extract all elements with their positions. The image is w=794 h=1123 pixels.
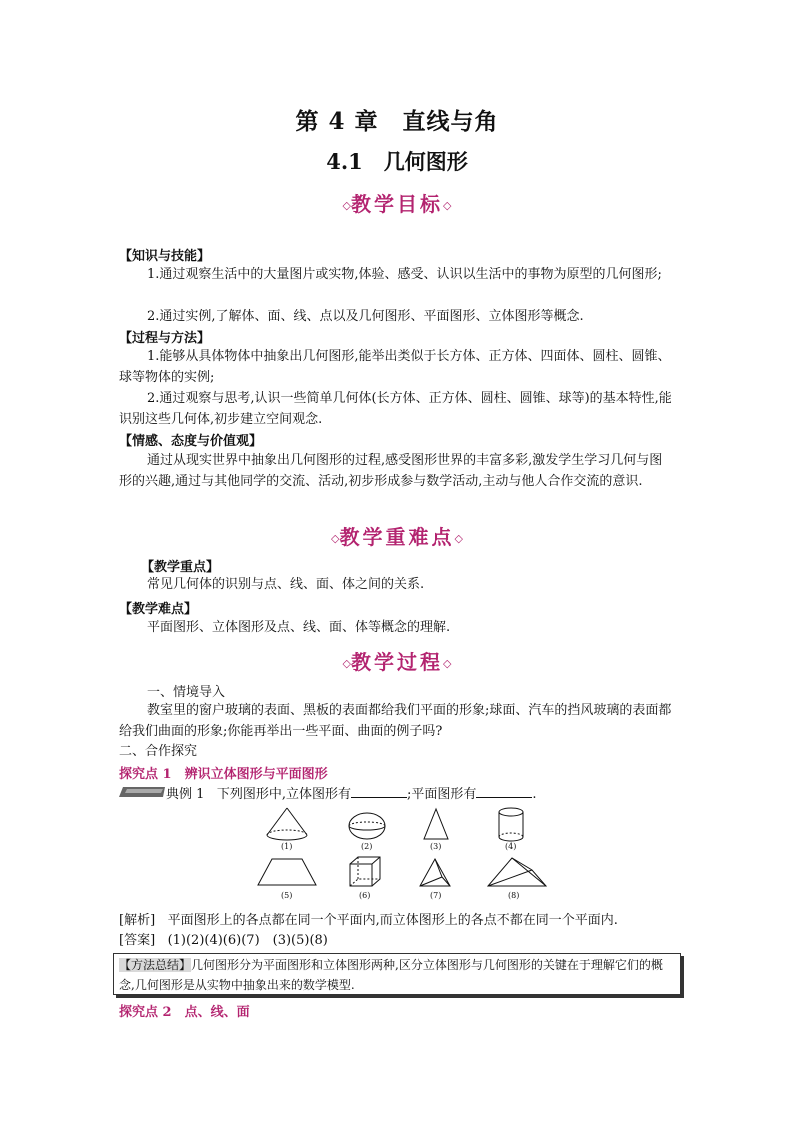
summary-text: 几何图形分为平面图形和立体图形两种,区分立体图形与几何图形的关键在于理解它们的概念,几何图形是从实物中抽象出来的数学模型. — [119, 958, 663, 992]
banner-key-points — [0, 521, 794, 550]
knowledge-item-1: 1.通过观察生活中的大量图片或实物,体验、感受、认识以生活中的事物为原型的几何图形; — [147, 267, 662, 282]
banner-label: 教学目标 — [351, 192, 443, 216]
geometry-figures — [250, 800, 560, 906]
figure-label-8: (8) — [508, 891, 520, 900]
intro-text: 教室里的窗户玻璃的表面、黑板的表面都给我们平面的形象;球面、汽车的挡风玻璃的表面都给我们曲面的形象;你能再举出一些平面、曲面的例子吗? — [119, 703, 672, 739]
tetrahedron-figure — [420, 859, 450, 886]
answer-line — [119, 930, 328, 951]
example-text-b: ;平面图形有 — [406, 787, 477, 802]
difficulty-heading: 【教学难点】 — [119, 602, 198, 617]
emotion-item-1: 通过从现实世界中抽象出几何图形的过程,感受图形世界的丰富多彩,激发学生学习几何与图形的兴趣,通过与其他同学的交流、活动,初步形成参与数学活动,主动与他人合作交流的意识. — [119, 453, 663, 489]
example-text-a: 下列图形中,立体图形有 — [216, 787, 351, 802]
figure-label-6: (6) — [359, 891, 371, 900]
cone-figure — [267, 808, 307, 840]
diamond-icon: ◇ — [342, 657, 351, 670]
banner-teaching-process — [0, 646, 794, 675]
section-title: 4.1 几何图形 — [326, 149, 468, 174]
example-tag-icon — [119, 785, 167, 799]
intro-heading: 一、情境导入 — [147, 685, 226, 700]
emotion-heading: 【情感、态度与价值观】 — [119, 434, 263, 449]
figure-label-2: (2) — [361, 842, 373, 851]
explore-point-2: 探究点 2 点、线、面 — [119, 1005, 250, 1020]
figure-label-3: (3) — [430, 842, 442, 851]
figure-label-1: (1) — [281, 842, 293, 851]
example-tag-graphic — [119, 784, 167, 798]
chapter-title: 第 4 章 直线与角 — [295, 108, 499, 135]
analysis-text: 平面图形上的各点都在同一个平面内,而立体图形上的各点不都在同一个平面内. — [167, 913, 618, 928]
knowledge-item-2: 2.通过实例,了解体、面、线、点以及几何图形、平面图形、立体图形等概念. — [147, 309, 584, 324]
quadrilateral-figure — [488, 858, 546, 886]
sphere-figure — [349, 813, 385, 839]
process-heading: 【过程与方法】 — [119, 331, 211, 346]
triangle-figure — [424, 809, 448, 839]
summary-tag: 【方法总结】 — [119, 958, 192, 972]
banner-teaching-goals — [0, 188, 794, 217]
banner-label: 教学重难点 — [339, 525, 455, 549]
diamond-icon: ◇ — [331, 532, 340, 545]
method-summary-box — [113, 953, 681, 995]
figure-label-7: (7) — [430, 891, 442, 900]
answer-blank-2d — [476, 785, 532, 798]
diamond-icon: ◇ — [342, 199, 351, 212]
answer-label: [答案] — [119, 933, 156, 948]
cylinder-figure — [499, 808, 523, 841]
explore-heading: 二、合作探究 — [119, 744, 198, 759]
diamond-icon: ◇ — [443, 199, 452, 212]
trapezoid-figure — [258, 859, 316, 885]
cube-figure — [350, 857, 380, 886]
answer-blank-3d — [351, 785, 407, 798]
figure-label-5: (5) — [281, 891, 293, 900]
answer-text: (1)(2)(4)(6)(7) (3)(5)(8) — [167, 933, 328, 948]
figure-label-4: (4) — [505, 842, 517, 851]
knowledge-heading: 【知识与技能】 — [119, 249, 211, 264]
process-item-1: 1.能够从具体物体中抽象出几何图形,能举出类似于长方体、正方体、四面体、圆柱、圆锥、球等物体的实例; — [119, 349, 671, 385]
explore-point-1: 探究点 1 辨识立体图形与平面图形 — [119, 767, 328, 782]
analysis-line — [119, 910, 618, 931]
diamond-icon: ◇ — [443, 657, 452, 670]
example-label: 典例 1 — [166, 787, 205, 802]
difficulty-text: 平面图形、立体图形及点、线、面、体等概念的理解. — [147, 620, 451, 635]
focus-text: 常见几何体的识别与点、线、面、体之间的关系. — [147, 577, 425, 592]
diamond-icon: ◇ — [454, 532, 463, 545]
analysis-label: [解析] — [119, 913, 156, 928]
example-text-c: . — [532, 787, 537, 802]
focus-heading: 【教学重点】 — [141, 560, 220, 575]
banner-label: 教学过程 — [351, 650, 443, 674]
process-item-2: 2.通过观察与思考,认识一些简单几何体(长方体、正方体、圆柱、圆锥、球等)的基本特性,能识别这些几何体,初步建立空间观念. — [119, 391, 672, 427]
